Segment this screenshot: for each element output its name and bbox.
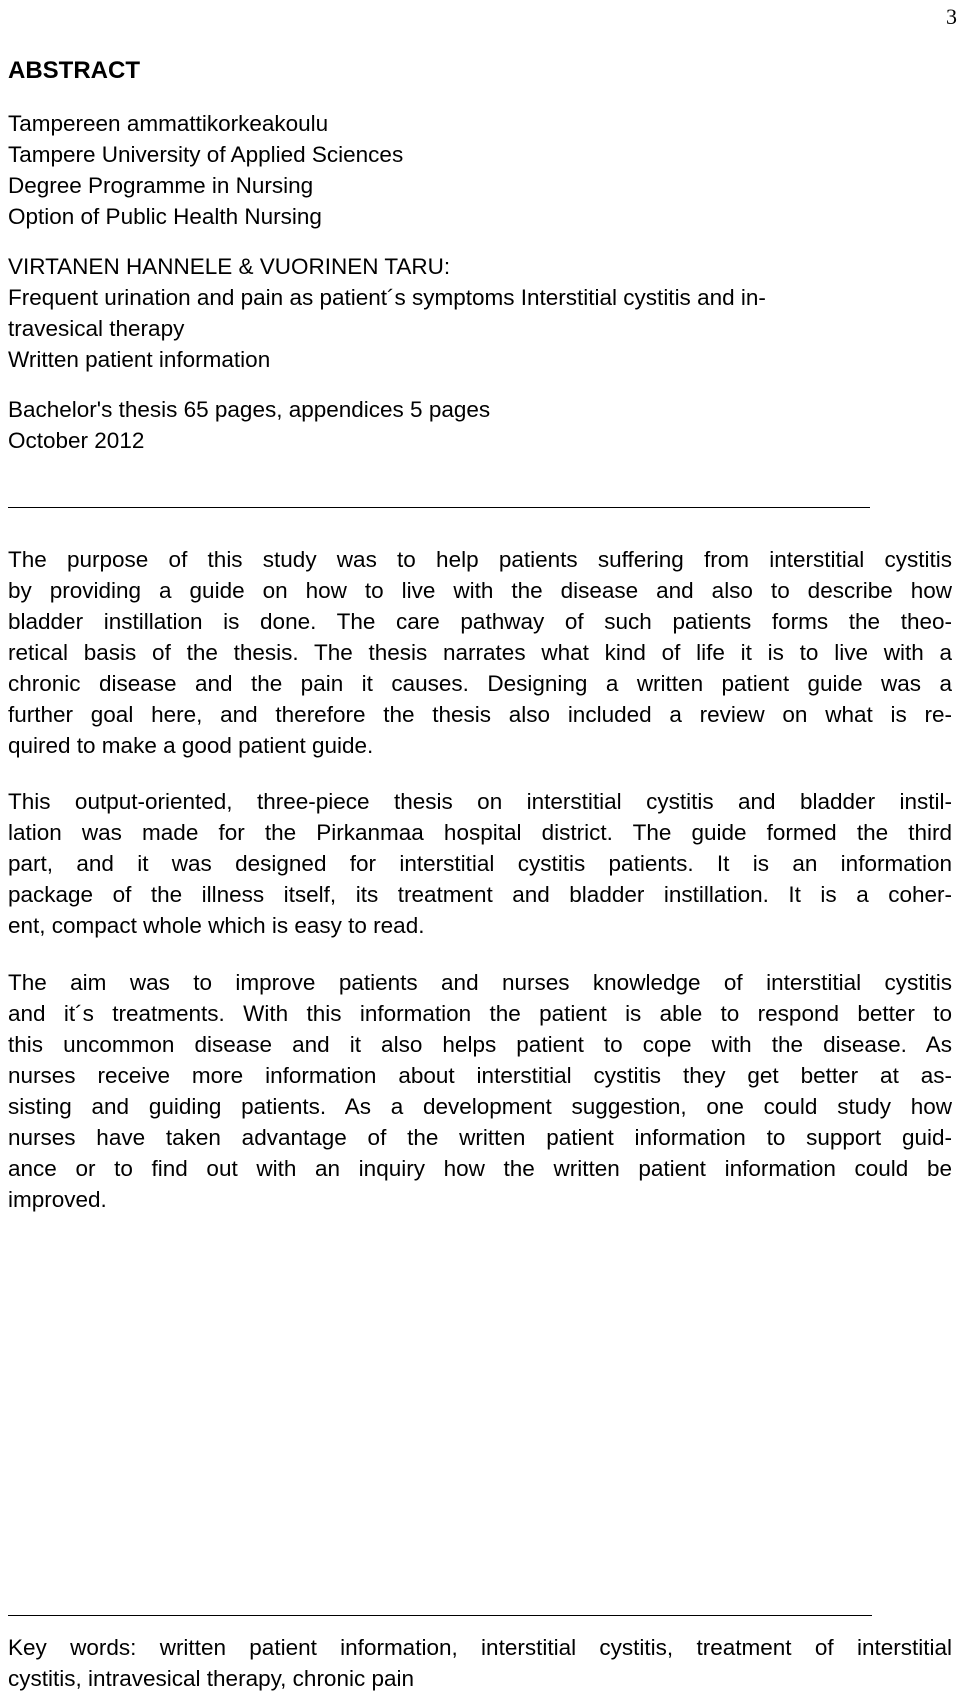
paragraph-line: and it´s treatments. With this information the patient is able to respond better to xyxy=(8,1001,952,1026)
paragraph-line: further goal here, and therefore the thesis also included a review on what is re- xyxy=(8,702,952,727)
paragraph-line: nurses have taken advantage of the written patient information to support guid- xyxy=(8,1125,952,1150)
thesis-page-count: Bachelor's thesis 65 pages, appendices 5 pages xyxy=(8,397,491,422)
institution-english-name: Tampere University of Applied Sciences xyxy=(8,142,404,167)
thesis-date: October 2012 xyxy=(8,428,145,453)
paragraph-line: this uncommon disease and it also helps patient to cope with the disease. As xyxy=(8,1032,952,1057)
abstract-paragraph-2 xyxy=(8,786,952,941)
abstract-heading: ABSTRACT xyxy=(8,57,140,84)
paragraph-line: This output-oriented, three-piece thesis on interstitial cystitis and bladder instil- xyxy=(8,789,952,814)
paragraph-line: The aim was to improve patients and nurses knowledge of interstitial cystitis xyxy=(8,970,952,995)
paragraph-line: sisting and guiding patients. As a development suggestion, one could study how xyxy=(8,1094,952,1119)
page-number: 3 xyxy=(946,4,957,29)
paragraph-line: lation was made for the Pirkanmaa hospital district. The guide formed the third xyxy=(8,820,952,845)
thesis-title-block xyxy=(8,251,766,375)
paragraph-line: chronic disease and the pain it causes. Designing a written patient guide was a xyxy=(8,671,952,696)
header-divider xyxy=(8,507,870,508)
thesis-subtitle: Written patient information xyxy=(8,347,271,372)
paragraph-line: improved. xyxy=(8,1187,107,1212)
paragraph-line: by providing a guide on how to live with the disease and also to describe how xyxy=(8,578,952,603)
degree-option: Option of Public Health Nursing xyxy=(8,204,322,229)
keywords-divider xyxy=(8,1615,872,1616)
degree-programme: Degree Programme in Nursing xyxy=(8,173,314,198)
paragraph-line: nurses receive more information about interstitial cystitis they get better at as- xyxy=(8,1063,952,1088)
paragraph-line: quired to make a good patient guide. xyxy=(8,733,374,758)
institution-block xyxy=(8,108,403,232)
keywords-block xyxy=(8,1632,952,1694)
paragraph-line: part, and it was designed for interstitial cystitis patients. It is an information xyxy=(8,851,952,876)
paragraph-line: ance or to find out with an inquiry how the written patient information could be xyxy=(8,1156,952,1181)
thesis-title-line: Frequent urination and pain as patient´s symptoms Interstitial cystitis and in- xyxy=(8,285,766,310)
keywords-line: Key words: written patient information, interstitial cystitis, treatment of interstitial xyxy=(8,1635,952,1660)
keywords-line: cystitis, intravesical therapy, chronic pain xyxy=(8,1666,414,1691)
paragraph-line: The purpose of this study was to help patients suffering from interstitial cystitis xyxy=(8,547,952,572)
abstract-paragraph-3 xyxy=(8,967,952,1215)
paragraph-line: bladder instillation is done. The care pathway of such patients forms the theo- xyxy=(8,609,952,634)
institution-finnish-name: Tampereen ammattikorkeakoulu xyxy=(8,111,329,136)
abstract-paragraph-1 xyxy=(8,544,952,761)
thesis-meta-block xyxy=(8,394,490,456)
paragraph-line: package of the illness itself, its treatment and bladder instillation. It is a coher- xyxy=(8,882,952,907)
thesis-title-line: travesical therapy xyxy=(8,316,185,341)
paragraph-line: retical basis of the thesis. The thesis narrates what kind of life it is to live with a xyxy=(8,640,952,665)
thesis-authors: VIRTANEN HANNELE & VUORINEN TARU: xyxy=(8,254,451,279)
paragraph-line: ent, compact whole which is easy to read. xyxy=(8,913,425,938)
